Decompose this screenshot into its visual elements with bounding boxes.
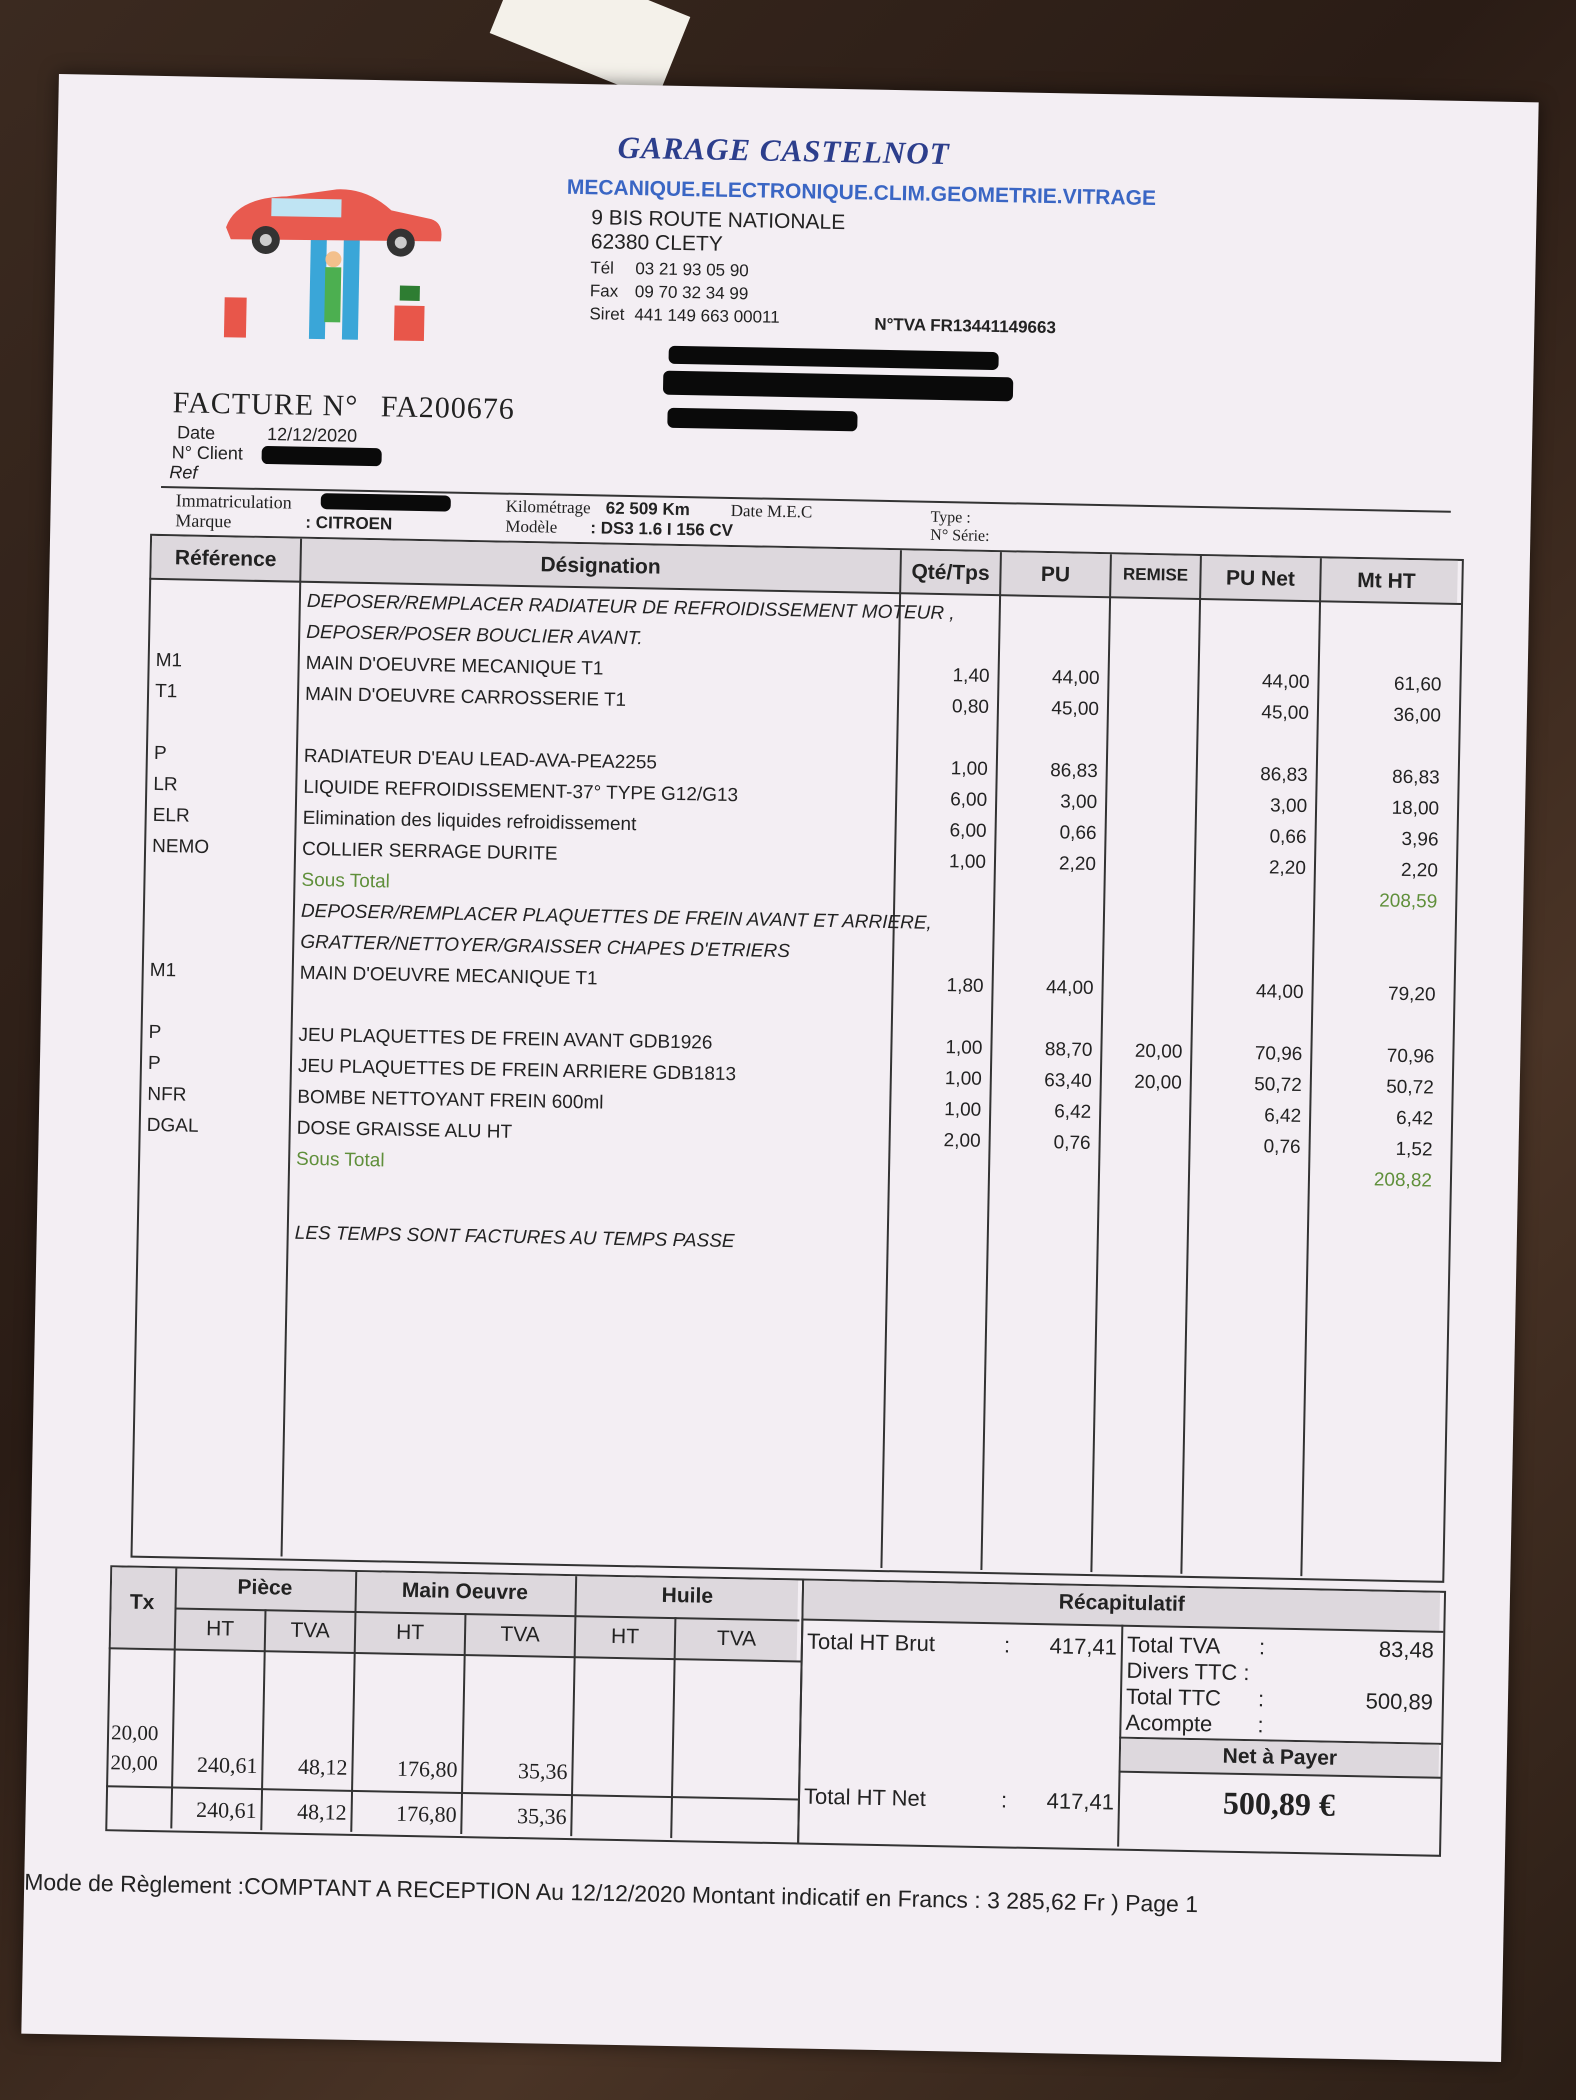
ht-net-colon: : bbox=[1000, 1787, 1008, 1813]
mo-ht-value: 176,80 bbox=[396, 1755, 458, 1782]
table-cell-ref: M1 bbox=[149, 959, 177, 982]
acompte-label: Acompte bbox=[1125, 1709, 1213, 1737]
total-ttc-colon: : bbox=[1257, 1686, 1265, 1712]
piece-tva-header: TVA bbox=[290, 1618, 330, 1643]
ref-header: Référence bbox=[174, 546, 277, 572]
marque-value: : CITROEN bbox=[305, 512, 393, 534]
ht-net-label: Total HT Net bbox=[803, 1783, 927, 1811]
total-tva-value: 83,48 bbox=[1378, 1636, 1435, 1663]
total-tva-label: Total TVA bbox=[1126, 1631, 1221, 1659]
table-cell-mt: 70,96 bbox=[1386, 1045, 1435, 1068]
table-cell-rem: 20,00 bbox=[1134, 1071, 1182, 1094]
table-cell-pu: 0,66 bbox=[1059, 822, 1097, 845]
pu-net-header: PU Net bbox=[1225, 566, 1296, 591]
tx-header: Tx bbox=[129, 1590, 155, 1615]
table-cell-ref: T1 bbox=[154, 680, 178, 703]
invoice-number: FA200676 bbox=[380, 390, 516, 426]
mec-label: Date M.E.C bbox=[730, 500, 813, 522]
table-cell-des: Elimination des liquides refroidissement bbox=[302, 807, 637, 836]
invoice-title: FACTURE N° bbox=[172, 386, 359, 423]
invoice-title-row bbox=[172, 386, 515, 427]
siret-value: 441 149 663 00011 bbox=[634, 305, 780, 327]
redacted-immat bbox=[321, 493, 451, 511]
table-cell-pu: 88,70 bbox=[1044, 1039, 1093, 1061]
tel-label: Tél bbox=[590, 258, 615, 278]
payment-footer: Mode de Règlement :COMPTANT A RECEPTION Au 12/12/2020 Montant indicatif en Francs : 3 285,62 Fr ) Page 1 bbox=[23, 1868, 1199, 1918]
table-cell-des: MAIN D'OEUVRE MECANIQUE T1 bbox=[299, 962, 598, 990]
piece-header: Pièce bbox=[237, 1575, 293, 1600]
total-ttc-label: Total TTC bbox=[1125, 1683, 1222, 1711]
piece-ht-value: 240,61 bbox=[196, 1751, 258, 1779]
redacted-client-address bbox=[663, 371, 1013, 402]
redacted-client-city bbox=[667, 408, 857, 432]
table-cell-mt: 61,60 bbox=[1393, 673, 1442, 696]
table-cell-ref: P bbox=[147, 1052, 161, 1075]
table-cell-des: RADIATEUR D'EAU LEAD-AVA-PEA2255 bbox=[303, 745, 658, 774]
table-cell-mt: 208,59 bbox=[1378, 890, 1438, 913]
table-cell-pu: 6,42 bbox=[1054, 1101, 1092, 1123]
table-cell-des: JEU PLAQUETTES DE FREIN AVANT GDB1926 bbox=[298, 1024, 713, 1054]
km-value: 62 509 Km bbox=[605, 498, 691, 520]
mo-tva-total: 35,36 bbox=[516, 1803, 567, 1830]
table-cell-punet: 0,76 bbox=[1263, 1136, 1301, 1159]
total-tva-colon: : bbox=[1258, 1634, 1266, 1660]
table-cell-pu: 2,20 bbox=[1058, 853, 1097, 876]
ht-brut-value: 417,41 bbox=[1049, 1633, 1118, 1660]
table-cell-des: DEPOSER/REMPLACER PLAQUETTES DE FREIN AVANT ET ARRIERE, bbox=[300, 900, 933, 934]
table-cell-des: DEPOSER/REMPLACER RADIATEUR DE REFROIDISSEMENT MOTEUR , bbox=[306, 590, 955, 625]
date-label: Date bbox=[176, 422, 216, 444]
table-cell-mt: 208,82 bbox=[1373, 1169, 1433, 1192]
redacted-client-name bbox=[668, 346, 998, 370]
mo-ht-header: HT bbox=[395, 1620, 425, 1645]
table-cell-des: LIQUIDE REFROIDISSEMENT-37° TYPE G12/G13 bbox=[303, 776, 739, 807]
table-cell-mt: 6,42 bbox=[1395, 1107, 1434, 1130]
table-cell-ref: LR bbox=[153, 773, 178, 796]
net-a-payer-value: 500,89 € bbox=[1222, 1784, 1336, 1823]
invoice-date: 12/12/2020 bbox=[266, 424, 358, 446]
piece-ht-total: 240,61 bbox=[195, 1796, 257, 1824]
table-cell-qte: 2,00 bbox=[943, 1130, 981, 1152]
table-cell-pu: 63,40 bbox=[1044, 1070, 1093, 1092]
mo-tva-value: 35,36 bbox=[517, 1758, 568, 1785]
modele-value: : DS3 1.6 I 156 CV bbox=[590, 518, 734, 540]
table-cell-ref: M1 bbox=[155, 649, 183, 672]
table-cell-punet: 44,00 bbox=[1255, 981, 1304, 1004]
piece-tva-value: 48,12 bbox=[297, 1753, 348, 1780]
table-cell-rem: 20,00 bbox=[1134, 1040, 1183, 1063]
fax-value: 09 70 32 34 99 bbox=[634, 282, 749, 304]
ht-net-value: 417,41 bbox=[1046, 1788, 1115, 1815]
table-cell-punet: 70,96 bbox=[1254, 1043, 1303, 1066]
serie-label: N° Série: bbox=[930, 526, 990, 545]
table-cell-mt: 18,00 bbox=[1391, 797, 1440, 820]
immat-label: Immatriculation bbox=[175, 490, 292, 513]
table-cell-punet: 50,72 bbox=[1254, 1074, 1302, 1097]
huile-ht-header: HT bbox=[610, 1624, 640, 1649]
km-label: Kilométrage bbox=[505, 496, 591, 518]
siret-label: Siret bbox=[589, 304, 625, 324]
table-cell-qte: 1,00 bbox=[950, 758, 988, 780]
ht-brut-label: Total HT Brut bbox=[806, 1628, 936, 1657]
table-cell-des: GRATTER/NETTOYER/GRAISSER CHAPES D'ETRIERS bbox=[300, 931, 791, 963]
garage-name: GARAGE CASTELNOT bbox=[617, 129, 951, 172]
table-cell-ref: P bbox=[148, 1021, 162, 1044]
table-cell-des: Sous Total bbox=[301, 869, 391, 893]
table-cell-mt: 86,83 bbox=[1391, 766, 1440, 789]
table-cell-punet: 86,83 bbox=[1259, 764, 1308, 787]
table-cell-qte: 0,80 bbox=[951, 696, 990, 718]
table-cell-mt: 36,00 bbox=[1393, 704, 1442, 727]
invoice-paper bbox=[21, 74, 1538, 2062]
net-a-payer-label: Net à Payer bbox=[1222, 1744, 1338, 1770]
client-label: N° Client bbox=[171, 442, 244, 464]
table-cell-qte: 1,00 bbox=[944, 1099, 982, 1121]
garage-tagline: MECANIQUE.ELECTRONIQUE.CLIM.GEOMETRIE.VITRAGE bbox=[566, 175, 1157, 211]
table-cell-mt: 50,72 bbox=[1385, 1076, 1434, 1099]
table-cell-des: Sous Total bbox=[295, 1148, 385, 1172]
table-cell-ref: NFR bbox=[147, 1083, 187, 1106]
tel-value: 03 21 93 05 90 bbox=[635, 259, 749, 281]
table-cell-pu: 44,00 bbox=[1051, 667, 1100, 690]
table-cell-ref: P bbox=[153, 742, 167, 765]
garage-address-line2: 62380 CLETY bbox=[590, 230, 723, 256]
table-cell-qte: 1,00 bbox=[948, 851, 987, 873]
table-cell-ref: NEMO bbox=[151, 835, 210, 858]
remise-header: REMISE bbox=[1122, 564, 1189, 585]
table-cell-des: COLLIER SERRAGE DURITE bbox=[301, 838, 558, 865]
huile-header: Huile bbox=[661, 1583, 714, 1608]
table-cell-mt: 79,20 bbox=[1387, 983, 1436, 1006]
mo-header: Main Oeuvre bbox=[401, 1578, 529, 1605]
tx-rate-1: 20,00 bbox=[110, 1720, 159, 1746]
mo-tva-header: TVA bbox=[500, 1622, 540, 1647]
table-cell-des: JEU PLAQUETTES DE FREIN ARRIERE GDB1813 bbox=[297, 1055, 737, 1086]
table-cell-punet: 3,00 bbox=[1269, 795, 1308, 818]
huile-tva-header: TVA bbox=[716, 1626, 757, 1651]
table-cell-qte: 1,40 bbox=[952, 665, 990, 687]
garage-address-line1: 9 BIS ROUTE NATIONALE bbox=[591, 206, 846, 235]
pu-header: PU bbox=[1040, 562, 1071, 587]
table-cell-punet: 45,00 bbox=[1261, 702, 1310, 725]
table-cell-mt: 3,96 bbox=[1401, 828, 1439, 851]
table-cell-des: MAIN D'OEUVRE CARROSSERIE T1 bbox=[304, 683, 627, 711]
redacted-client-number bbox=[262, 446, 382, 466]
garage-logo-illustration bbox=[214, 157, 448, 351]
table-cell-pu: 45,00 bbox=[1051, 698, 1100, 721]
modele-label: Modèle bbox=[505, 516, 558, 537]
table-cell-mt: 1,52 bbox=[1395, 1138, 1433, 1161]
table-cell-des: MAIN D'OEUVRE MECANIQUE T1 bbox=[305, 652, 604, 680]
table-cell-qte: 1,00 bbox=[944, 1068, 983, 1090]
divers-label: Divers TTC : bbox=[1126, 1657, 1250, 1686]
table-cell-punet: 2,20 bbox=[1268, 857, 1307, 880]
table-cell-pu: 0,76 bbox=[1053, 1132, 1091, 1154]
tva-number: N°TVA FR13441149663 bbox=[874, 314, 1057, 338]
table-cell-qte: 6,00 bbox=[949, 789, 988, 811]
table-cell-ref: DGAL bbox=[146, 1114, 199, 1137]
fax-label: Fax bbox=[589, 281, 619, 301]
tx-rate-2: 20,00 bbox=[110, 1750, 159, 1776]
table-cell-des: BOMBE NETTOYANT FREIN 600ml bbox=[297, 1086, 604, 1114]
ht-brut-colon: : bbox=[1003, 1632, 1011, 1658]
type-label: Type : bbox=[930, 508, 971, 527]
table-cell-des: LES TEMPS SONT FACTURES AU TEMPS PASSE bbox=[294, 1222, 735, 1253]
table-cell-qte: 6,00 bbox=[949, 820, 987, 842]
table-cell-punet: 6,42 bbox=[1263, 1105, 1302, 1128]
column-lines bbox=[59, 74, 1539, 102]
ref-label: Ref bbox=[169, 462, 198, 483]
table-cell-punet: 0,66 bbox=[1269, 826, 1307, 849]
piece-tva-total: 48,12 bbox=[296, 1798, 347, 1825]
table-cell-mt: 2,20 bbox=[1400, 859, 1439, 882]
table-cell-pu: 44,00 bbox=[1045, 977, 1094, 1000]
mt-ht-header: Mt HT bbox=[1357, 568, 1416, 594]
recap-title: Récapitulatif bbox=[1058, 1590, 1186, 1616]
table-cell-qte: 1,00 bbox=[945, 1037, 983, 1059]
mo-ht-total: 176,80 bbox=[395, 1800, 457, 1827]
table-cell-des: DOSE GRAISSE ALU HT bbox=[296, 1117, 513, 1143]
designation-header: Désignation bbox=[540, 553, 661, 579]
piece-ht-header: HT bbox=[205, 1617, 235, 1641]
acompte-colon: : bbox=[1257, 1712, 1264, 1738]
table-cell-qte: 1,80 bbox=[946, 975, 984, 997]
total-ttc-value: 500,89 bbox=[1365, 1688, 1434, 1715]
table-cell-punet: 44,00 bbox=[1261, 671, 1310, 694]
table-cell-pu: 3,00 bbox=[1059, 791, 1098, 814]
table-cell-ref: ELR bbox=[152, 804, 190, 827]
table-cell-des: DEPOSER/POSER BOUCLIER AVANT. bbox=[306, 621, 643, 650]
qty-header: Qté/Tps bbox=[911, 560, 990, 585]
table-cell-pu: 86,83 bbox=[1050, 760, 1098, 783]
marque-label: Marque bbox=[175, 510, 232, 532]
